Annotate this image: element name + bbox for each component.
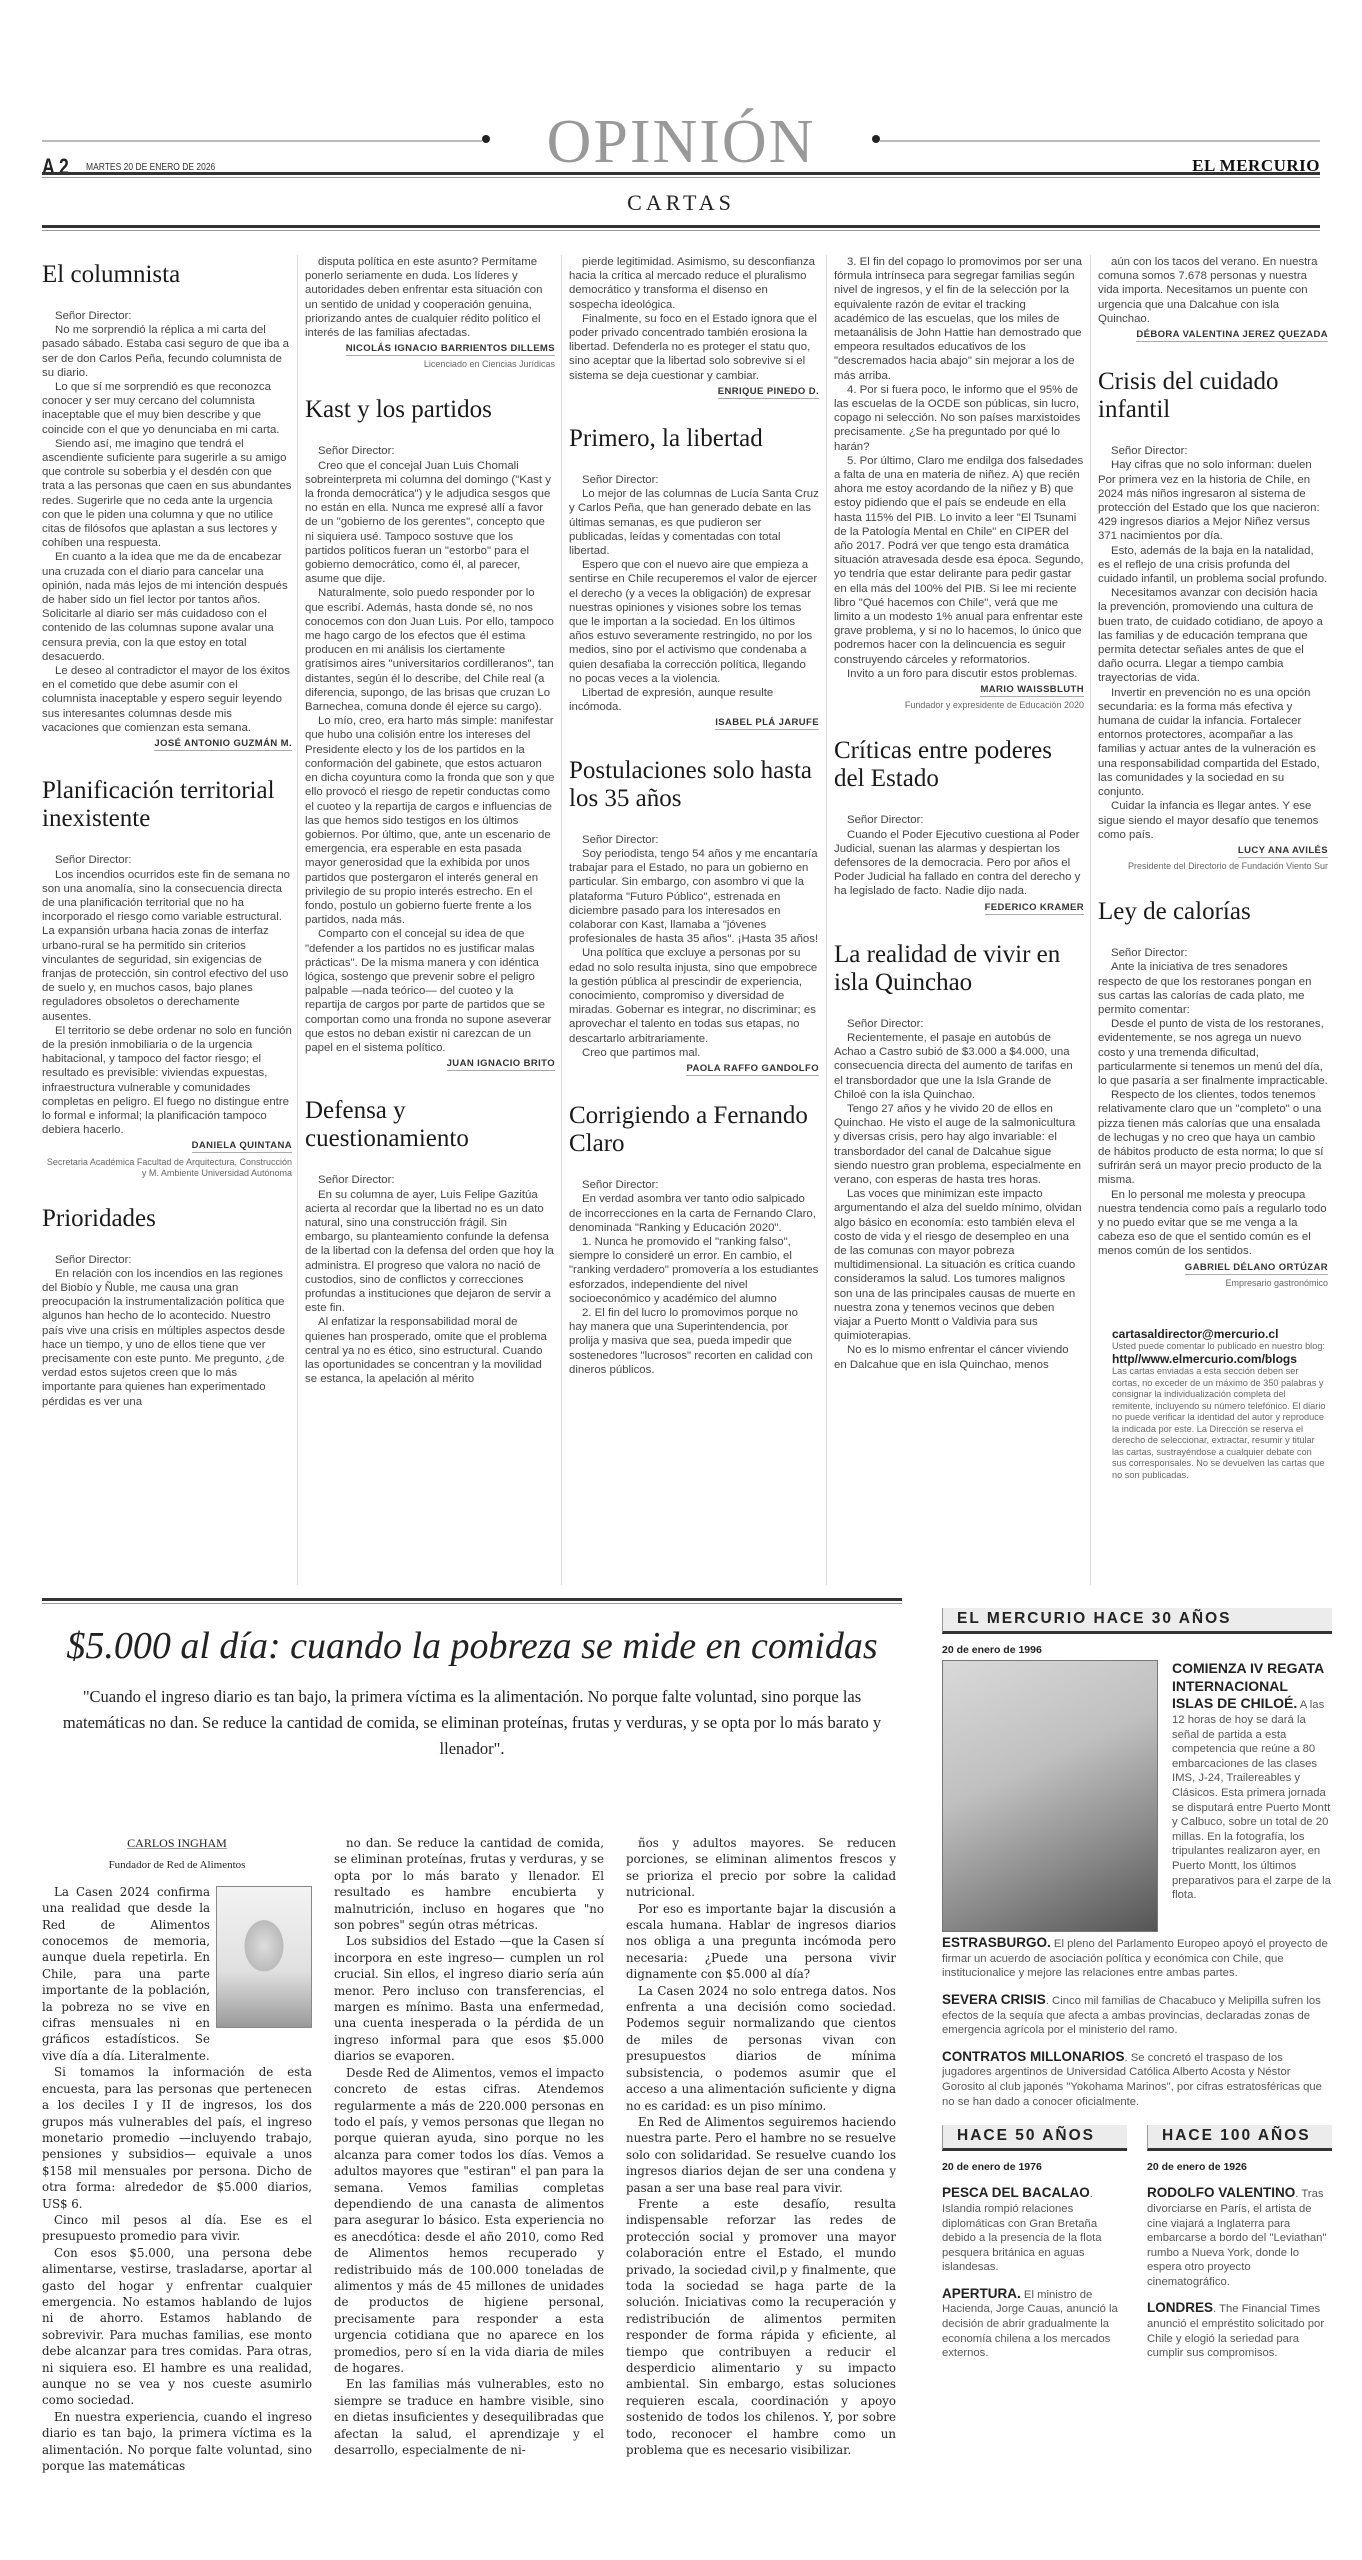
history-item [942,1936,1332,1981]
page-number: A 2 [42,154,69,179]
letter-paragraph: 4. Por si fuera poco, le informo que el 95% de las escuelas de la OCDE son públicas, sin lucro, copago ni selección. No son países marxistoides precisamente. ¿Se ha preguntado por qué lo harán? [834,383,1081,453]
letter-paragraph: Señor Director: [582,474,659,487]
history-item-text: . Tras divorciarse en París, el artista de cine viajará a Inglaterra para embarcarse a bordo del "Leviathan" rumbo a Nueva York, donde lo espera otro proyecto cinematográfico. [1147,2188,1327,2288]
author-byline [42,1835,312,1851]
letter-signature [1098,1261,1328,1275]
letter-paragraph: En relación con los incendios en las regiones del Biobío y Ñuble, me causa una gran preocupación la instrumentalización política que algunos han hecho de lo acontecido. Nuestro país vive una crisis en múltiples aspectos desde hace un tiempo, y uno de ellos tiene que ver precisamente con este punto. Me pregunto, ¿de verdad estos sujetos creen que lo más importante para quienes han experimentado pérdidas es ver una [42,1267,286,1408]
issue-date: MARTES 20 DE ENERO DE 2026 [86,162,216,173]
letter-paragraph: Señor Director: [55,1253,132,1266]
author-name: CARLOS INGHAM [127,1836,227,1850]
opinion-paragraph: En las familias más vulnerables, esto no siempre se traduce en hambre visible, sino en dietas insuficientes y desequilibradas que afectan la salud, el aprendizaje y el desarrollo, especialmente de ni- [334,2377,604,2458]
history-item-title: SEVERA CRISIS [942,1991,1046,2007]
letter-paragraph: Libertad de expresión, aunque resulte incómoda. [569,687,774,714]
letter-title: Corrigiendo a Fernando Claro [569,1102,808,1158]
history-item [942,2287,1127,2361]
opinion-paragraph: Cinco mil pesos al día. Ese es el presupuesto promedio para vivir. [42,2212,312,2244]
signature-name: NICOLÁS IGNACIO BARRIENTOS DILLEMS [345,343,555,355]
letter [1098,255,1328,362]
letter-paragraph: disputa política en este asunto? Permítame ponerlo seriamente en duda. Los líderes y autoridades deben enfrentar esta situación con un sentido de unidad y cooperación genuina, priorizando antes de cualquier rédito político el interés de las familias afectadas. [305,256,543,340]
letter-title: Defensa y cuestionamiento [305,1097,469,1153]
hace-50-date: 20 de enero de 1976 [942,2160,1042,2173]
letters-notice [1098,1327,1328,1482]
letter-paragraph: No me sorprendió la réplica a mi carta del pasado sábado. Estaba casi seguro de que iba a ser de don Carlos Peña, fecundo columnista de su diario. [42,324,289,379]
spacer [569,399,819,419]
letter-signature [1098,328,1328,342]
letter-paragraph: Señor Director: [318,1174,395,1187]
letter-paragraph: Necesitamos avanzar con decisión hacia la prevención, promoviendo una cultura de buen trato, de cuidado cotidiano, de apoyo a las familias y de educación temprana que permita detectar señales antes de que el daño ocurra. Llegar a tiempo cambia trayectorias de vida. [1098,587,1323,685]
signature-name: GABRIEL DÉLANO ORTÚZAR [1184,1261,1328,1273]
letter [305,255,555,390]
opinion-article-header [42,1600,902,1762]
letter [834,737,1084,934]
letter-paragraph: Una política que excluye a personas por su edad no solo resulta injusta, sino que empobrece la gestión pública al prescindir de experiencia, conocimiento, compromiso y diversidad de miradas. Gobernar es integrar, no discriminar; es aprovechar el talento en todas sus etapas, no descartarlo arbitrariamente. [569,947,818,1045]
letter [834,941,1084,1392]
letter [305,1097,555,1406]
history-item-text: . The Financial Times anunció el empréstito solicitado por Chile y elogió la seriedad para cumplir sus compromisos. [1147,2303,1325,2360]
column-divider [826,255,827,1585]
signature-name: JUAN IGNACIO BRITO [446,1058,555,1070]
hace-30-items [942,1936,1332,2109]
newspaper-logo: EL MERCURIO [1192,156,1320,175]
author-role: Fundador de Red de Alimentos [108,1859,246,1872]
opinion-paragraph: Por eso es importante bajar la discusión a escala humana. Hablar de ingresos diarios nos obliga a una pregunta incómoda pero necesaria: ¿Puede una persona vivir dignamente con $5.000 al día? [626,1901,896,1982]
spacer [1098,872,1328,892]
letters-column-3 [569,255,819,1397]
spacer [569,731,819,751]
signature-name: LUCY ANA AVILÉS [1237,844,1328,856]
letters-column-4 [834,255,1084,1392]
opinion-paragraph: Los subsidios del Estado —que la Casen sí incorpora en este ingreso— cumplen un rol crucial. Sin ellos, el ingreso diario sería aún menor. Pero incluso con transferencias, el margen es mínimo. Basta una enfermedad, una cuenta inesperada o la pérdida de un ingreso informal para que esos $5.000 diarios se evaporen. [334,1934,604,2064]
spacer [42,1179,292,1199]
column-divider [561,255,562,1585]
history-item [942,1993,1332,2038]
opinion-paragraph: ños y adultos mayores. Se reducen porciones, se eliminan alimentos frescos y se prioriza el precio por sobre la calidad nutricional. [626,1836,896,1900]
letter-paragraph: Invito a un foro para discutir estos problemas. [847,667,1078,680]
letter-paragraph: Espero que con el nuevo aire que empieza a sentirse en Chile recuperemos el valor de ejercer el derecho (y a veces la obligación) de expresar nuestras opiniones y visiones sobre los temas que le importan a la sociedad. En los últimos años estuvo severamente restringido, no por los medios, sino por el activismo que condenaba a quien desafiaba la corrección política, llegando no pocas veces a la violencia. [569,559,818,685]
opinion-headline: $5.000 al día: cuando la pobreza se mide en comidas [66,1625,878,1667]
letter-signature [569,385,819,399]
letter-paragraph: Señor Director: [582,833,659,846]
opinion-paragraph: En nuestra experiencia, cuando el ingreso diario es tan bajo, la primera víctima es la alimentación. No porque falte voluntad, sino porque las matemáticas [42,2409,312,2474]
spacer [834,711,1084,731]
section-title: OPINIÓN [546,108,816,176]
spacer [1098,342,1328,362]
letter-paragraph: Señor Director: [55,310,132,322]
letter-paragraph: Creo que partimos mal. [582,1046,701,1059]
letter-paragraph: aún con los tacos del verano. En nuestra comuna somos 7.678 personas y nuestra vida importa. Necesitamos un puente con urgencia que una Dalcahue con isla Quinchao. [1098,256,1318,325]
column-divider [1090,255,1091,1585]
opinion-paragraph: La Casen 2024 confirma una realidad que desde la Red de Alimentos conocemos de memoria, aunque duela repetirla. En Chile, para una parte importante de la población, la pobreza no se vive en cifras mensuales ni en gráficos estadísticos. Se vive día a día. Literalmente. [42,1884,210,2063]
letter-paragraph: Hay cifras que no solo informan: duelen Por primera vez en la historia de Chile, en 2024 más niños ingresaron al sistema de protección del Estado que los que nacieron: 429 ingresos diarios a Mejor Niñez versus 371 nacimientos por día. [1098,459,1320,543]
lead-text: A las 12 horas de hoy se dará la señal de partida a esta competencia que reúne a 80 embarcaciones de las clases IMS, J-24, Trailereables y Clásicos. Esta primera jornada se disputará entre Puerto Montt y Calbuco, sobre un total de 20 millas. En la fotografía, los tripulantes realizaron ayer, en Puerto Montt, los últimos preparativos para el zarpe de la flota. [1172,1699,1331,1902]
letters-column-2 [305,255,555,1406]
history-item [1147,2301,1332,2360]
history-item-text: . Cinco mil familias de Chacabuco y Melipilla sufren los efectos de la sequía que afecta a ambas provincias, declaradas zonas de emergencia agrícola por el ministerio del ramo. [942,1994,1321,2037]
letter-paragraph: Al enfatizar la responsabilidad moral de quienes han prosperado, omite que el problema central ya no es ético, sino estructural. Cuando las oportunidades se concentran y la movilidad se estanca, la apelación al mérito [305,1316,547,1386]
letter-paragraph: Siendo así, me imagino que tendrá el ascendiente suficiente para sugerirle a su amigo que controle su soberbia y el desdén con que trata a las personas que caen en sus abundantes redes. Sugerirle que no ceda ante la urgencia con que le piden una columna y que no utilice citas de filósofos que aplastan a sus lectores y cohíben una respuesta. [42,437,292,550]
letter-signature [1098,844,1328,858]
letter-title: Kast y los partidos [305,396,492,424]
signature-name: MARIO WAISSBLUTH [980,684,1084,696]
history-item-title: CONTRATOS MILLONARIOS [942,2048,1125,2064]
spacer [834,1372,1084,1392]
letters-rules: Las cartas enviadas a esta sección deben ser cortas, no exceder de un máximo de 350 palabras y consignar la individualización completa del remitente, incluyendo su número telefónico. El diario no puede verificar la identidad del autor y reproduce la indicada por este. La Dirección se reserva el derecho de seleccionar, extractar, resumir y titular las cartas, sustrayéndose a cualquier debate con sus corresponsales. No se devuelven las cartas que no son publicadas. [1112,1366,1326,1480]
letter-title: Prioridades [42,1204,156,1232]
letter-paragraph: pierde legitimidad. Asimismo, su desconfianza hacia la crítica al mercado reduce el pluralismo democrático y transforma el disenso en sospecha ideológica. [569,256,815,311]
history-item-text: . Se concretó el traspaso de los jugadores argentinos de Universidad Católica Alberto Acosta y Néstor Gorosito al club japonés "Yokohama Marinos", por cifras estratosféricas que no se han dado a conocer oficialmente. [942,2051,1322,2108]
signature-name: DANIELA QUINTANA [191,1140,292,1152]
history-item-text: . Islandia rompió relaciones diplomáticas con Gran Bretaña debido a la presencia de la flota pesquera británica en aguas islandesas. [942,2188,1102,2274]
hace-50-items [942,2186,1127,2361]
hace-30-date: 20 de enero de 1996 [942,1643,1042,1656]
letter-paragraph: Creo que el concejal Juan Luis Chomali sobreinterpreta mi columna del domingo ("Kast y la fronda democrática") y le adjudica sesgos que no están en ella. Nunca me expresé allí a favor de un "gobierno de los gerentes", concepto que ni siquiera usé. Tampoco sostuve que los partidos políticos fueran un "estorbo" para el gobierno democrático, como él, al parecer, asume que dije. [305,459,551,586]
spacer [42,1409,292,1429]
letter [1098,898,1328,1309]
letter-paragraph: Esto, además de la baja en la natalidad, es el reflejo de una crisis profunda del cuidado infantil, un problema social profundo. [1098,544,1328,586]
spacer [1098,1289,1328,1309]
signature-role: Licenciado en Ciencias Jurídicas [423,359,555,370]
letter-paragraph: Lo mejor de las columnas de Lucía Santa Cruz y Carlos Peña, que han generado debate en las últimas semanas, es que pudieron ser publicadas, leídas y comentadas con total libertad. [569,488,819,558]
letter-paragraph: Naturalmente, solo puedo responder por lo que escribí. Además, hasta donde sé, no nos conocemos con don Juan Luis. Por ello, tampoco me hago cargo de los efectos que él estima producen en mi análisis los ciertamente gratísimos aires "universitarios cordilleranos", tan distantes, según él lo describe, del Chile real (a diferencia, supongo, de las brisas que cruzan Lo Barnechea, comuna donde él ejerce su cargo). [305,587,554,714]
hace-50-header: HACE 50 AÑOS [942,2125,1127,2151]
hace-30-header: EL MERCURIO HACE 30 AÑOS [942,1608,1332,1634]
signature-name: ENRIQUE PINEDO D. [717,385,819,397]
letter-paragraph: En su columna de ayer, Luis Felipe Gazitúa acierta al recordar que la libertad no es un dato natural, sino una construcción frágil. Sin embargo, su planteamiento confunde la defensa de la libertad con la defensa del orden que hoy la administra. El progreso que valora no nació de custodios, sino de conflictos y correcciones profundas a instituciones que dejaron de servir a este fin. [305,1188,554,1315]
hace-50 [942,2125,1127,2361]
letter-title: Postulaciones solo hasta los 35 años [569,756,813,812]
letter-paragraph: Cuidar la infancia es llegar antes. Y ese sigue siendo el mayor desafío que tenemos como país. [1098,800,1319,841]
letter-signature [834,683,1084,697]
letter-paragraph: Señor Director: [847,1017,924,1030]
opinion-paragraph: Si tomamos la información de esta encuesta, para las personas que pertenecen a los deciles I y II de ingresos, los dos grupos más vulnerables del país, el ingreso monetario promedio —incluyendo trabajo, pensiones y subsidios— equivale a unos $158 mil mensuales por persona. Dicho de otra forma: alrededor de $5.000 diarios, US$ 6. [42,2065,312,2211]
letter-paragraph: Ante la iniciativa de tres senadores respecto de que los restoranes pongan en sus cartas las calorías de cada plato, me permito comentar: [1098,961,1312,1016]
spacer [305,1386,555,1406]
letter-paragraph: Tengo 27 años y he vivido 20 de ellos en Quinchao. He visto el auge de la salmonicultura y diversas crisis, pero hay algo invariable: el transbordador del canal de Dalcahue sigue siendo nuestro gran problema, especialmente en verano, con esperas de hasta tres horas. [834,1102,1081,1186]
letter-paragraph: Lo mío, creo, era harto más simple: manifestar que hubo una colisión entre los intereses del Presidente electo y los de los partidos en la conformación del gabinete, que estos actuaron en dicha coyuntura como la fronda que son y que ello provocó el riesgo de repetir conductas como el cuoteo y la repartija de cargos e influencias de las que hemos sido testigos en los últimos gobiernos. Por último, que, ante un escenario de emergencia, era esperable en esta pasada mayor generosidad que la exhibida por unos partidos que postergaron el interés general en privilegio de su propio interés estrecho. En el fondo, postulo un gobierno fuerte frente a los partidos, nada más. [305,715,555,927]
letter-signature [305,1057,555,1071]
history-item-title: PESCA DEL BACALAO [942,2185,1090,2201]
letter-signature [305,342,555,356]
spacer [834,915,1084,935]
letter-paragraph: Recientemente, el pasaje en autobús de Achao a Castro subió de $3.000 a $4.000, una consecuencia directa del aumento de tarifas en el transbordador que une la Isla Grande de Chiloé con la isla Quinchao. [834,1031,1073,1101]
opinion-col1-text [42,1884,312,2475]
signature-name: PAOLA RAFFO GANDOLFO [686,1062,819,1074]
letter-paragraph: Lo que sí me sorprendió es que reconozca conocer y ser muy cercano del columnista inaceptable que el muy bien describe y que coincide con el que yo denunciaba en mi carta. [42,381,280,436]
signature-name: FEDERICO KRAMER [984,901,1084,913]
letter [42,261,292,771]
signature-name: DÉBORA VALENTINA JEREZ QUEZADA [1136,329,1328,341]
letter-paragraph: Señor Director: [1111,947,1188,960]
letter-paragraph: Señor Director: [55,854,132,867]
letter [569,1102,819,1397]
letter-title: Planificación territorial inexistente [42,777,275,833]
spacer [305,370,555,390]
letter-paragraph: 1. Nunca he promovido el "ranking falso", siempre lo consideré un error. En cambio, el "ranking verdadero" promovería a los estudiantes esforzados, independiente del nivel socioeconómico y académico del alumno [569,1235,819,1305]
signature-role: Empresario gastronómico [1225,1277,1328,1288]
letter-paragraph: Comparto con el concejal su idea de que "defender a los partidos no es justificar malas prácticas". De la misma manera y con idéntica lógica, sostengo que prevenir sobre el peligro palpable —nada teórico— del cuoteo y la repartija de cargos por parte de partidos que se comportan como una fronda no supone aseverar que estos no deban existir ni carezcan de un papel en el sistema político. [305,928,552,1054]
column-divider [297,255,298,1585]
opinion-column-1 [42,1835,312,2474]
hace-30-lead [942,1660,1332,1903]
letter-signature [569,716,819,730]
blog-link[interactable]: http//www.elmercurio.com/blogs [1112,1352,1297,1367]
letter [305,396,555,1091]
letter-paragraph: No es lo mismo enfrentar el cáncer viviendo en Dalcahue que en isla Quinchao, menos [834,1344,1069,1371]
opinion-column-2 [334,1835,604,2458]
letter [1098,368,1328,892]
opinion-paragraph: Desde Red de Alimentos, vemos el impacto concreto de estas cifras. Atendemos regularmente a más de 220.000 personas en todo el país, y vemos personas que llegan no porque quieran ayuda, sino porque no les alcanza para comer todos los días. Vemos a adultos mayores que "estiran" el pan para la semana. Vemos familias completas dependiendo de una canasta de alimentos para asegurar lo básico. Esta experiencia no es anecdótica: desde el año 2010, como Red de Alimentos hemos recuperado y redistribuido más de 100.000 toneladas de alimentos y más de 45 millones de unidades de productos de higiene personal, precisamente para responder a esta urgencia cotidiana que no aparece en los promedios, pero sí en la vida diaria de miles de hogares. [334,2065,604,2375]
letter-paragraph: Finalmente, su foco en el Estado ignora que el poder privado concentrado también erosiona la libertad. Defenderla no es proteger el statu quo, sino aceptar que la libertad solo sobrevive si el sistema se deja cuestionar y cambiar. [569,312,817,382]
history-item-text: El pleno del Parlamento Europeo apoyó el proyecto de firmar un acuerdo de asociación política y económica con Chile, que institucionalice y mejore las relaciones entre ambas partes. [942,1938,1328,1980]
signature-role: Secretaria Académica Facultad de Arquitectura, Construcción y M. Ambiente Universidad Autónoma [46,1156,292,1178]
letter-paragraph: Señor Director: [847,814,924,827]
letter-signature [42,1139,292,1153]
signature-role: Presidente del Directorio de Fundación Viento Sur [1128,861,1328,872]
letter-title: Críticas entre poderes del Estado [834,737,1052,793]
history-item-title: RODOLFO VALENTINO [1147,2185,1296,2201]
letter [834,255,1084,731]
contact-email[interactable]: cartasaldirector@mercurio.cl [1112,1326,1279,1341]
opinion-column-3 [626,1835,896,2458]
spacer [569,1076,819,1096]
letter [42,1205,292,1429]
letter-paragraph: Soy periodista, tengo 54 años y me encantaría trabajar para el Estado, no para un gobierno en particular. Sin embargo, con asombro vi que la plataforma "Futuro Público", estrenada en diciembre pasado para los interesados en colaborar con Kast, llamaba a "jóvenes profesionales de hasta 35 años". ¡Hasta 35 años! [569,847,819,946]
spacer [305,1071,555,1091]
opinion-paragraph: En Red de Alimentos seguiremos haciendo nuestra parte. Pero el hambre no se resuelve solo con solidaridad. Se resuelve cuando los ingresos diarios dejan de ser una condena y pasan a ser una base real para vivir. [626,2114,896,2195]
subsection-title: CARTAS [627,190,735,215]
letter [569,425,819,751]
letter-title: Ley de calorías [1098,898,1251,926]
letter [569,255,819,419]
regatta-photo [942,1660,1158,1932]
hace-100-date: 20 de enero de 1926 [1147,2160,1247,2173]
spacer [569,1377,819,1397]
lead-title: COMIENZA IV REGATA INTERNACIONAL ISLAS DE CHILOÉ. [1172,1660,1324,1712]
letter-paragraph: Le deseo al contradictor el mayor de los éxitos en el cometido que debe asumir con el columnista inaceptable y espero seguir leyendo sus interesantes columnas desde mis vacaciones que comienzan esta semana. [42,665,290,734]
hace-100-items [1147,2186,1332,2361]
cartas-rule [42,225,1320,231]
history-item [942,2050,1332,2109]
spacer [42,751,292,771]
letter [569,757,819,1096]
letter-paragraph: Invertir en prevención no es una opción secundaria: es la forma más efectiva y humana de cuidar la infancia. Fortalecer entornos protectores, acompañar a las familias y actuar antes de la vulneración es una responsabilidad compartida del Estado, las comunidades y la sociedad en su conjunto. [1098,686,1320,799]
history-item-title: APERTURA. [942,2285,1021,2301]
hace-100 [1147,2125,1332,2361]
letter-paragraph: Señor Director: [318,445,395,458]
history-sidebar [942,1608,1332,2361]
letter-signature [569,1062,819,1076]
history-item-text: El ministro de Hacienda, Jorge Cauas, anunció la decisión de abrir gradualmente la economía chilena a los mercados externos. [942,2288,1118,2360]
history-item-title: ESTRASBURGO. [942,1935,1051,1951]
letter-paragraph: Cuando el Poder Ejecutivo cuestiona al Poder Judicial, suenan las alarmas y despiertan los defensores de la democracia. Pero por años el Poder Judicial ha fallado en contra del derecho y ha legislado de facto. Nadie dijo nada. [834,828,1081,898]
letter-paragraph: En cuanto a la idea que me da de encabezar una cruzada con el diario para cancelar una opinión, nada más lejos de mi intención después de haber sido un fiel lector por tantos años. Solicitarle al diario ser más cuidadoso con el contenido de las columnas supone avalar una censura previa, con la que estoy en total desacuerdo. [42,551,288,663]
letter-paragraph: Las voces que minimizan este impacto argumentando el alza del sueldo mínimo, olvidan algo básico en economía: esto también eleva el costo de vida y el riesgo de desempleo en una de las comunas con mayor pobreza multidimensional. La situación es crítica cuando consideramos la salud. Los tumores malignos son una de las principales causas de muerte en nuestra zona y tenemos vecinos que deben viajar a Puerto Montt o Valdivia para sus quimioterapias. [834,1188,1082,1343]
letter-paragraph: 3. El fin del copago lo promovimos por ser una fórmula intrínseca para segregar familias según nivel de ingresos, y el fin de la selección por la equivalente razón de evitar el tracking académico de las escuelas, que los miles de metaanálisis de John Hattie han demostrado que empeora resultados educativos de los "descremados hacia abajo" sin mejorar a los de más arriba. [834,256,1082,382]
letter-paragraph: Señor Director: [582,1179,659,1192]
letter-title: Primero, la libertad [569,425,763,453]
letter-paragraph: Señor Director: [1111,445,1188,458]
letter-title: El columnista [42,261,181,288]
letter-signature [42,737,292,751]
letters-column-1 [42,255,292,1429]
history-item [942,2186,1127,2275]
letter-title: Crisis del cuidado infantil [1098,368,1279,424]
letter-paragraph: Desde el punto de vista de los restoranes, evidentemente, se nos agrega un nuevo costo y una tremenda dificultad, particularmente si tenemos un menú del día, lo que pasaría a ser finalmente impracticable. [1098,1018,1328,1087]
letter [42,777,292,1198]
author-photo [216,1886,312,2028]
letters-column-5 [1098,255,1328,1481]
letter-signature [834,901,1084,915]
opinion-paragraph: La Casen 2024 no solo entrega datos. Nos enfrenta a una decisión como sociedad. Podemos seguir normalizando que cientos de miles de personas vivan con presupuestos diarios de mínima subsistencia, o podemos asumir que el acceso a una alimentación suficiente y digna no es caridad: es un piso mínimo. [626,1983,896,2113]
letter-paragraph: Los incendios ocurridos este fin de semana no son una anomalía, sino la consecuencia directa de una planificación territorial que no ha incorporado el riesgo como variable estructural. La expansión urbana hacia zonas de interfaz urbano-rural se ha permitido sin criterios vinculantes de seguridad, sin exigencias de franjas de protección, sin control efectivo del uso de suelo y, en muchos casos, bajo planes reguladores obsoletos o derechamente ausentes. [42,868,290,1023]
history-item-title: LONDRES [1147,2300,1214,2316]
letter-paragraph: 5. Por último, Claro me endilga dos falsedades a falta de una en materia de niñez. A) que recién ahora me estoy acordando de la niñez y B) que estoy pidiendo que el país se endeude en ella hasta 115% del PIB. Lo invito a leer "El Tsunami de la Patología Mental en Chile" en CIPER del año 2017. Podrá ver que tengo esta dramática situación atravesada desde esa época. Segundo, yo tendría que estar delirante para pedir gastar en ella más del 100% del PIB. Si lee mi reciente libro "Qué hacemos con Chile", verá que me limito a un modesto 1% anual para enfrentar este grave problema, y si no lo hacemos, lo único que podremos hacer con la delincuencia es seguir construyendo cárceles y reformatorios. [834,454,1084,666]
signature-name: ISABEL PLÁ JARUFE [715,717,819,729]
opinion-paragraph: no dan. Se reduce la cantidad de comida, se eliminan proteínas, frutas y verduras, y se opta por lo más barato y llenador. El resultado es hambre encubierta y malnutrición, incluso en hogares que "no son pobres" según otras métricas. [334,1836,604,1933]
signature-role: Fundador y expresidente de Educación 2020 [904,700,1084,711]
letter-paragraph: En verdad asombra ver tanto odio salpicado de incorrecciones en la carta de Fernando Claro, denominada "Ranking y Educación 2020". [569,1193,816,1234]
letter-title: La realidad de vivir en isla Quinchao [834,940,1061,996]
opinion-paragraph: Con esos $5.000, una persona debe alimentarse, vestirse, trasladarse, aportar al gasto del hogar y enfrentar cualquier emergencia. No estamos hablando de lujos ni de ahorro. Estamos hablando de sobrevivir. Para muchas familias, ese monto debe alcanzar para tres comidas. Para otras, ni siquiera eso. El hambre es una realidad, aunque no se vea y nos cueste asumirlo como sociedad. [42,2245,312,2408]
letter-paragraph: Respecto de los clientes, todos tenemos relativamente claro que un "completo" o una pizza tienen más calorías que una ensalada de lechugas y no creo que haya un cambio de hábitos producto de esta norma; lo que sí sufrirán será un mayor precio producto de la misma. [1098,1089,1324,1187]
history-item [1147,2186,1332,2289]
blog-intro: Usted puede comentar lo publicado en nuestro blog: [1112,1340,1325,1351]
letter-paragraph: En lo personal me molesta y preocupa nuestra tendencia como país a regularlo todo y no puedo evitar que se me venga a la cabeza eso de que el sentido común es el menos común de los sentidos. [1098,1188,1327,1258]
opinion-pull-quote: "Cuando el ingreso diario es tan bajo, la primera víctima es la alimentación. No porque falte voluntad, sino porque las matemáticas no dan. Se reduce la cantidad de comida, se eliminan proteínas, frutas y verduras, y se opta por lo más barato y llenador". [62,1687,882,1758]
header-rule [42,172,1320,178]
hace-100-header: HACE 100 AÑOS [1147,2125,1332,2151]
letter-paragraph: 2. El fin del lucro lo promovimos porque no hay manera que una Superintendencia, por prolija y masiva que sea, pueda impedir que sostenedores "lucrosos" recorten en calidad con dineros públicos. [569,1306,813,1376]
signature-name: JOSÉ ANTONIO GUZMÁN M. [154,738,292,750]
letter-paragraph: El territorio se debe ordenar no solo en función de la presión inmobiliaria o de la urgencia habitacional, y tampoco del factor riesgo; el resultado es previsible: viviendas expuestas, infraestructura vulnerable y comunidades completas en peligro. El fuego no distingue entre lo formal e informal; la planificación tampoco debiera hacerlo. [42,1024,292,1137]
opinion-paragraph: Frente a este desafío, resulta indispensable reforzar las redes de protección social y promover una mayor colaboración entre el Estado, el mundo privado, la sociedad civil,p y finalmente, que toda la sociedad se haga parte de la solución. Iniciativas como la recuperación y redistribución de alimentos permiten responder de forma rápida y eficiente, al tiempo que contribuyen a reducir el desperdicio alimentario y su impacto ambiental. Sin embargo, estas soluciones requieren escala, coordinación y apoyo sostenido de todos los chilenos. Y, por sobre todo, reconocer el hambre como un problema que es necesario visibilizar. [626,2196,896,2458]
history-columns [942,2125,1332,2361]
